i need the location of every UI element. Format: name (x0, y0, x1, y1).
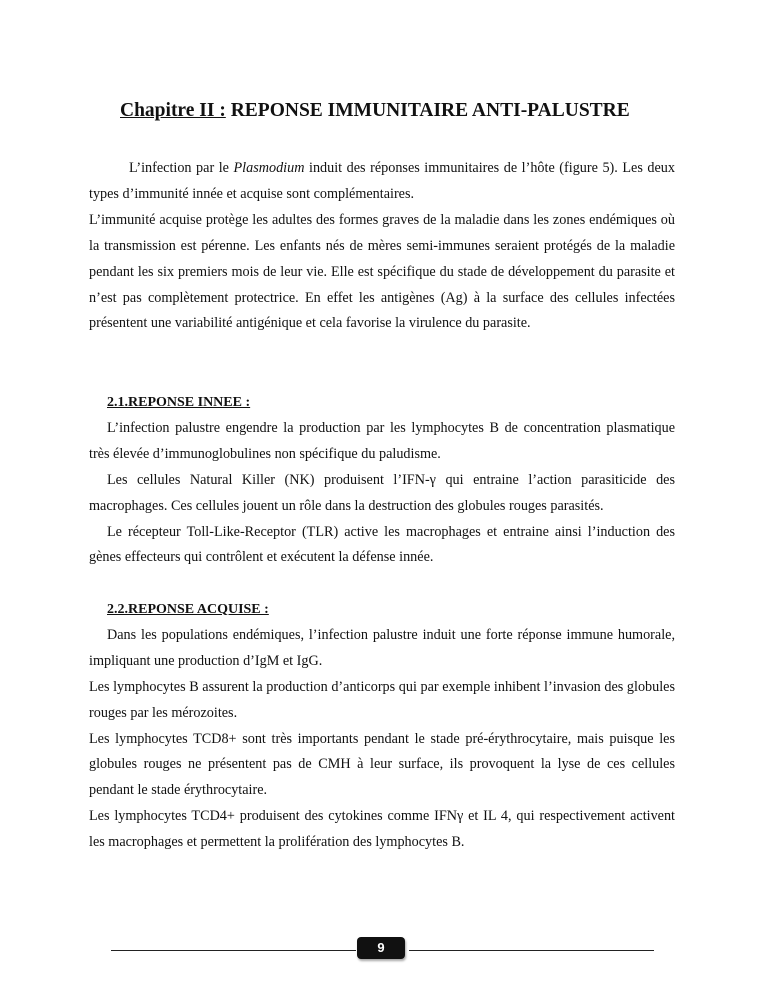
acquired-paragraph: Dans les populations endémiques, l’infection palustre induit une forte réponse immune humorale, impliquant une production d’IgM et IgG. (89, 626, 675, 669)
innate-paragraph: Les cellules Natural Killer (NK) produisent l’IFN-γ qui entraine l’action parasiticide des macrophages. Ces cellules jouent un rôle dans la destruction des globules rouges parasités. (89, 471, 675, 514)
acquired-paragraph: Les lymphocytes TCD4+ produisent des cytokines comme IFNγ et IL 4, qui respectivement activent les macrophages et permettent la prolifération des lymphocytes B. (89, 808, 675, 851)
page-number-badge: 9 (357, 937, 405, 959)
intro-text-start: L’infection par le (129, 160, 234, 176)
chapter-title-text: REPONSE IMMUNITAIRE ANTI-PALUSTRE (225, 100, 630, 121)
chapter-title (120, 98, 720, 124)
innate-paragraph: L’infection palustre engendre la production par les lymphocytes B de concentration plasmatique très élevée d’immunoglobulines non spécifique du paludisme. (89, 419, 675, 462)
section-acquired (89, 597, 675, 856)
plasmodium-term: Plasmodium (233, 160, 305, 176)
section-heading-acquired: 2.2.REPONSE ACQUISE : (107, 602, 269, 617)
chapter-label: Chapitre II : (120, 100, 226, 121)
intro-paragraph-2: L’immunité acquise protège les adultes des formes graves de la maladie dans les zones endémiques où la transmission est pérenne. Les enfants nés de mères semi-immunes seraient protégés de la maladie pendant les six premiers mois de leur vie. Elle est spécifique du stade de développement du parasite et n’est pas complètement protectrice. En effet les antigènes (Ag) à la surface des cellules infectées présentent une variabilité antigénique et cela favorise la virulence du parasite. (89, 211, 675, 332)
innate-paragraph: Le récepteur Toll-Like-Receptor (TLR) active les macrophages et entraine ainsi l’induction des gènes effecteurs qui contrôlent et exécutent la défense innée. (89, 523, 675, 566)
footer-divider-right (409, 950, 654, 951)
section-heading-innate: 2.1.REPONSE INNEE : (107, 395, 251, 410)
acquired-paragraph: Les lymphocytes TCD8+ sont très importants pendant le stade pré-érythrocytaire, mais puisque les globules rouges ne présentent pas de CMH à leur surface, ils provoquent la lyse de ces cellules pendant le stade érythrocytaire. (89, 730, 675, 799)
acquired-paragraph: Les lymphocytes B assurent la production d’anticorps qui par exemple inhibent l’invasion des globules rouges par les mérozoites. (89, 678, 675, 721)
intro-paragraph-1 (89, 156, 675, 208)
intro-text-end: induit des réponses immunitaires de l’hôte (figure 5). Les deux types d’immunité innée et acquise sont complémentaires. (89, 160, 675, 202)
footer-divider-left (111, 950, 356, 951)
section-innate (89, 390, 675, 571)
intro-block (89, 156, 675, 337)
